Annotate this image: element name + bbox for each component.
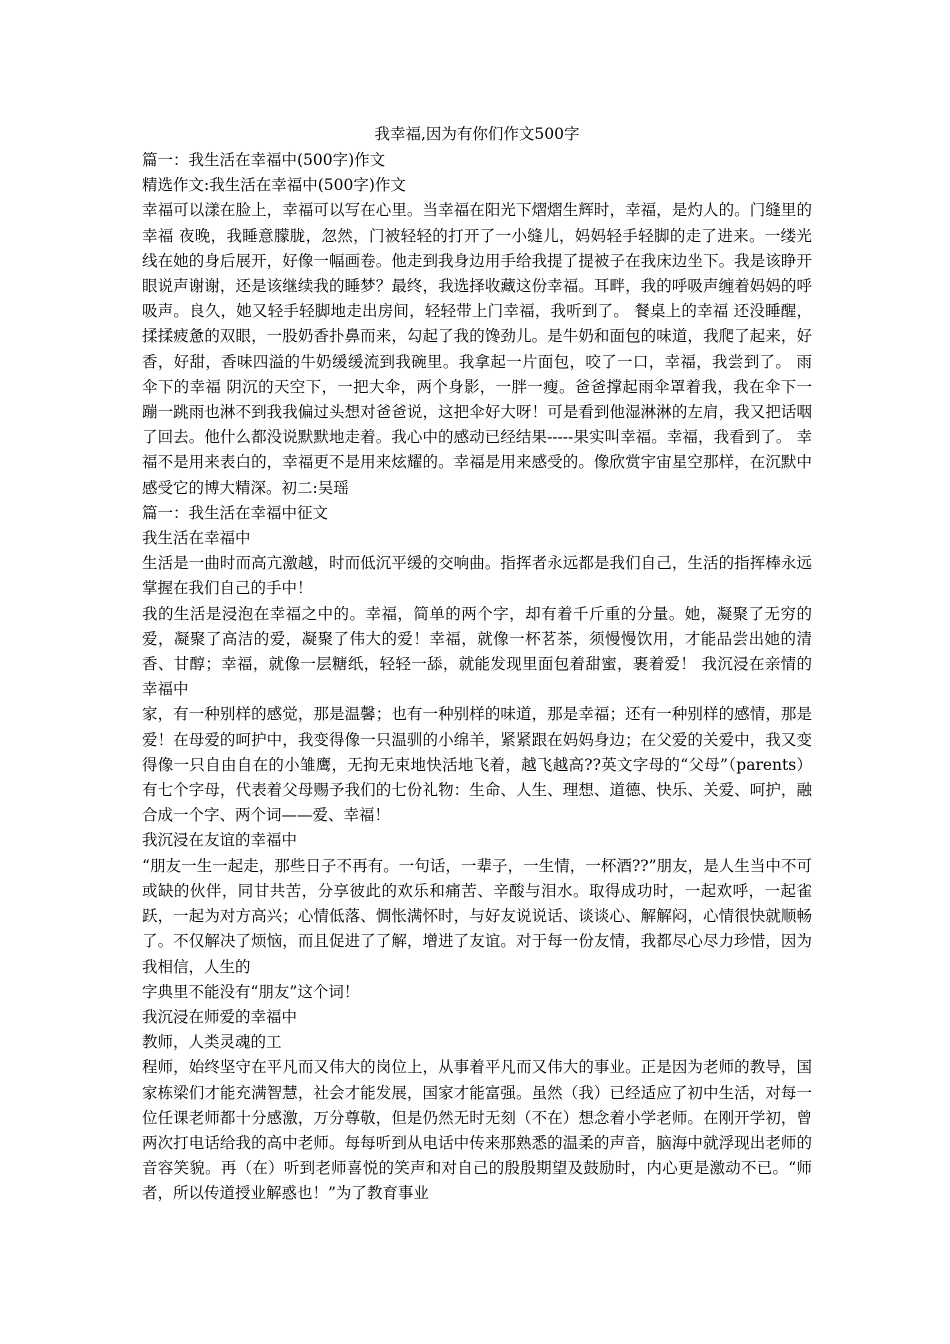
body-paragraph: 我的生活是浸泡在幸福之中的。幸福，简单的两个字，却有着千斤重的分量。她，凝聚了无穷的爱，凝聚了高洁的爱，凝聚了伟大的爱！幸福，就像一杯茗茶，须慢慢饮用，才能品尝出她的清香、甘醇；幸福，就像一层糖纸，轻轻一舔，就能发现里面包着甜蜜，裹着爱！ 我沉浸在亲情的幸福中 bbox=[142, 604, 812, 699]
body-paragraph: “朋友一生一起走，那些日子不再有。一句话，一辈子，一生情，一杯酒??”朋友，是人生当中不可或缺的伙伴，同甘共苦，分享彼此的欢乐和痛苦、辛酸与泪水。取得成功时，一起欢呼，一起雀跃，一起为对方高兴；心情低落、惆怅满怀时，与好友说说话、谈谈心、解解闷，心情很快就顺畅了。不仅解决了烦恼，而且促进了了解，增进了友谊。对于每一份友情，我都尽心尽力珍惜，因为我相信，人生的 bbox=[142, 856, 812, 976]
document-page bbox=[142, 122, 812, 1207]
heading-paragraph: 篇一：我生活在幸福中征文 bbox=[142, 503, 329, 522]
document-title: 我幸福,因为有你们作文500字 bbox=[374, 125, 580, 143]
heading-paragraph: 精选作文:我生活在幸福中(500字)作文 bbox=[142, 176, 406, 195]
heading-paragraph: 我沉浸在友谊的幸福中 bbox=[142, 831, 298, 850]
heading-paragraph: 我生活在幸福中 bbox=[142, 529, 251, 548]
body-paragraph: 程师，始终坚守在平凡而又伟大的岗位上，从事着平凡而又伟大的事业。正是因为老师的教导，国家栋梁们才能充满智慧，社会才能发展，国家才能富强。虽然（我）已经适应了初中生活，对每一位任课老师都十分感激，万分尊敬，但是仍然无时无刻（不在）想念着小学老师。在刚开学初，曾两次打电话给我的高中老师。每每听到从电话中传来那熟悉的温柔的声音，脑海中就浮现出老师的音容笑貌。再（在）听到老师喜悦的笑声和对自己的殷殷期望及鼓励时，内心更是激动不已。“师者，所以传道授业解惑也！”为了教育事业 bbox=[142, 1058, 812, 1203]
body-paragraph: 幸福可以漾在脸上，幸福可以写在心里。当幸福在阳光下熠熠生辉时，幸福，是灼人的。门缝里的幸福 夜晚，我睡意朦胧，忽然，门被轻轻的打开了一小缝儿，妈妈轻手轻脚的走了进来。一缕光线在她的身后展开，好像一幅画卷。他走到我身边用手给我提了提被子在我床边坐下。我是该睁开眼说声谢谢，还是该继续我的睡梦？最终，我选择收藏这份幸福。耳畔，我的呼吸声缠着妈妈的呼吸声。良久，她又轻手轻脚地走出房间，轻轻带上门幸福，我听到了。 餐桌上的幸福 还没睡醒，揉揉疲惫的双眼，一股奶香扑鼻而来，勾起了我的馋劲儿。是牛奶和面包的味道，我爬了起来，好香，好甜，香味四溢的牛奶缓缓流到我碗里。我拿起一片面包，咬了一口，幸福，我尝到了。 雨伞下的幸福 阴沉的天空下，一把大伞，两个身影，一胖一瘦。爸爸撑起雨伞罩着我，我在伞下一蹦一跳雨也淋不到我我偏过头想对爸爸说，这把伞好大呀！可是看到他湿淋淋的左肩，我又把话咽了回去。他什么都没说默默地走着。我心中的感动已经结果-----果实叫幸福。幸福，我看到了。 幸福不是用来表白的，幸福更不是用来炫耀的。幸福是用来感受的。像欣赏宇宙星空那样，在沉默中感受它的博大精深。初二:吴瑶 bbox=[142, 201, 812, 497]
body-paragraph: 生活是一曲时而高亢激越，时而低沉平缓的交响曲。指挥者永远都是我们自己，生活的指挥棒永远掌握在我们自己的手中！ bbox=[142, 554, 812, 598]
heading-paragraph: 我沉浸在师爱的幸福中 bbox=[142, 1007, 298, 1026]
body-paragraph: 字典里不能没有“朋友”这个词！ bbox=[142, 982, 360, 1001]
body-paragraph: 教师，人类灵魂的工 bbox=[142, 1033, 282, 1052]
heading-paragraph: 篇一：我生活在幸福中(500字)作文 bbox=[142, 151, 386, 169]
body-paragraph: 家，有一种别样的感觉，那是温馨；也有一种别样的味道，那是幸福；还有一种别样的感情，那是爱！在母爱的呵护中，我变得像一只温驯的小绵羊，紧紧跟在妈妈身边；在父爱的关爱中，我又变得像一只自由自在的小雏鹰，无拘无束地快活地飞着，越飞越高??英文字母的“父母”（parents）有七个字母，代表着父母赐予我们的七份礼物：生命、人生、理想、道德、快乐、关爱、呵护，融合成一个字、两个词——爱、幸福！ bbox=[142, 705, 812, 825]
